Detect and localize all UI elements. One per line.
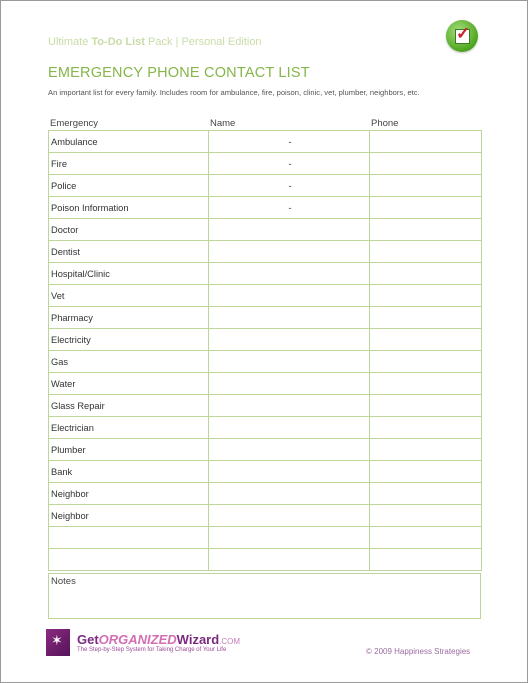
name-cell[interactable] [209, 329, 370, 351]
emergency-label: Hospital/Clinic [49, 263, 209, 285]
emergency-label: Electrician [49, 417, 209, 439]
name-cell[interactable] [209, 285, 370, 307]
phone-cell[interactable] [370, 219, 482, 241]
brand-get: Get [77, 632, 99, 647]
name-cell[interactable] [209, 439, 370, 461]
table-row [49, 263, 482, 285]
phone-cell[interactable] [370, 241, 482, 263]
table-row [49, 351, 482, 373]
column-header-name: Name [210, 118, 236, 129]
phone-cell[interactable] [370, 285, 482, 307]
phone-cell[interactable] [370, 175, 482, 197]
table-row [49, 175, 482, 197]
name-cell[interactable] [209, 307, 370, 329]
table-row [49, 483, 482, 505]
table-row [49, 219, 482, 241]
table-row [49, 285, 482, 307]
emergency-label: Doctor [49, 219, 209, 241]
checkbox-check-icon [446, 20, 478, 52]
table-row [49, 329, 482, 351]
series-bold: To-Do List [91, 36, 145, 48]
brand-com: .COM [219, 637, 241, 646]
copyright: © 2009 Happiness Strategies [366, 647, 471, 656]
phone-cell[interactable] [370, 483, 482, 505]
table-row [49, 417, 482, 439]
emergency-label: Plumber [49, 439, 209, 461]
emergency-label: Vet [49, 285, 209, 307]
table-row [49, 131, 482, 153]
emergency-label [49, 549, 209, 571]
page-subtitle: An important list for every family. Includes room for ambulance, fire, poison, clinic, vet, plumber, neighbors, etc. [48, 88, 420, 97]
name-cell[interactable]: - [209, 131, 370, 153]
phone-cell[interactable] [370, 417, 482, 439]
name-cell[interactable] [209, 241, 370, 263]
series-suffix: Pack | Personal Edition [144, 36, 262, 48]
phone-cell[interactable] [370, 153, 482, 175]
series-prefix: Ultimate [48, 36, 92, 48]
name-cell[interactable] [209, 263, 370, 285]
table-row [49, 241, 482, 263]
emergency-label: Glass Repair [49, 395, 209, 417]
phone-cell[interactable] [370, 329, 482, 351]
phone-cell[interactable] [370, 307, 482, 329]
emergency-label: Dentist [49, 241, 209, 263]
emergency-label: Ambulance [49, 131, 209, 153]
emergency-label: Electricity [49, 329, 209, 351]
brand-organized: ORGANIZED [98, 632, 177, 647]
brand-wizard: Wizard [176, 632, 220, 647]
phone-cell[interactable] [370, 373, 482, 395]
page-title: EMERGENCY PHONE CONTACT LIST [48, 65, 310, 81]
emergency-label: Bank [49, 461, 209, 483]
notes-box[interactable] [48, 573, 481, 619]
table-row [49, 439, 482, 461]
phone-cell[interactable] [370, 439, 482, 461]
table-row [49, 461, 482, 483]
name-cell[interactable] [209, 505, 370, 527]
name-cell[interactable] [209, 483, 370, 505]
table-row [49, 395, 482, 417]
name-cell[interactable] [209, 219, 370, 241]
table-row [49, 505, 482, 527]
brand-logo [77, 632, 240, 647]
name-cell[interactable]: - [209, 153, 370, 175]
name-cell[interactable] [209, 461, 370, 483]
check-mark: ✓ [456, 24, 471, 43]
name-cell[interactable] [209, 351, 370, 373]
phone-cell[interactable] [370, 505, 482, 527]
table-row [49, 549, 482, 571]
name-cell[interactable]: - [209, 175, 370, 197]
emergency-label: Neighbor [49, 483, 209, 505]
name-cell[interactable] [209, 395, 370, 417]
name-cell[interactable] [209, 549, 370, 571]
emergency-label [49, 527, 209, 549]
column-header-emergency: Emergency [50, 118, 99, 129]
phone-cell[interactable] [370, 131, 482, 153]
phone-cell[interactable] [370, 351, 482, 373]
emergency-label: Pharmacy [49, 307, 209, 329]
emergency-label: Poison Information [49, 197, 209, 219]
name-cell[interactable] [209, 417, 370, 439]
brand-tagline: The Step-by-Step System for Taking Charge of Your Life [77, 647, 227, 653]
name-cell[interactable]: - [209, 197, 370, 219]
emergency-label: Water [49, 373, 209, 395]
contact-table [48, 130, 482, 571]
table-row [49, 197, 482, 219]
phone-cell[interactable] [370, 263, 482, 285]
phone-cell[interactable] [370, 527, 482, 549]
table-row [49, 153, 482, 175]
emergency-label: Gas [49, 351, 209, 373]
phone-cell[interactable] [370, 395, 482, 417]
table-row [49, 527, 482, 549]
emergency-label: Police [49, 175, 209, 197]
wizard-logo-icon: ✶ [46, 629, 70, 656]
notes-label: Notes [51, 576, 76, 587]
phone-cell[interactable] [370, 549, 482, 571]
series-header [48, 36, 262, 48]
phone-cell[interactable] [370, 197, 482, 219]
phone-cell[interactable] [370, 461, 482, 483]
emergency-label: Fire [49, 153, 209, 175]
table-row [49, 373, 482, 395]
emergency-label: Neighbor [49, 505, 209, 527]
column-header-phone: Phone [371, 118, 399, 129]
table-row [49, 307, 482, 329]
name-cell[interactable] [209, 527, 370, 549]
name-cell[interactable] [209, 373, 370, 395]
